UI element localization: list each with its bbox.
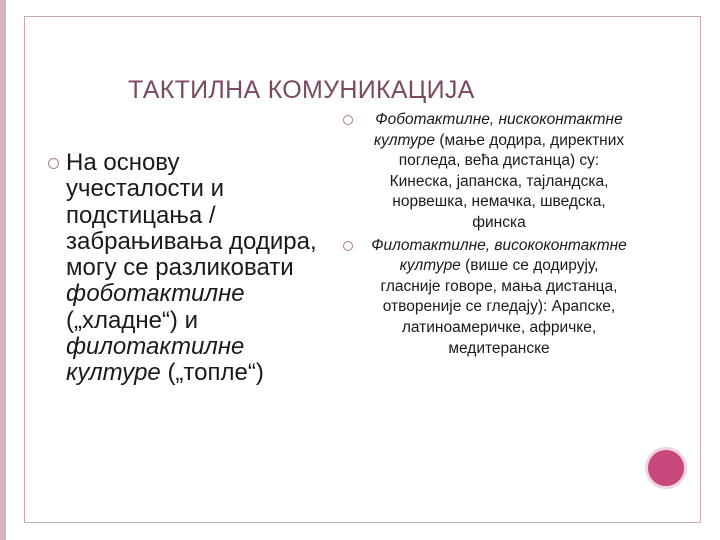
list-item bbox=[340, 110, 630, 234]
left-text-part: („хладне“) и bbox=[66, 306, 198, 334]
pink-circle-icon bbox=[645, 447, 687, 489]
right-bullet-text bbox=[368, 236, 630, 360]
left-italic-term: филотактилне културе bbox=[66, 333, 245, 387]
right-text-part: (више се додирују, гласније говоре, мања дистанца, отвореније се гледају): Арапске, латиноамеричке, афричке, медитеранске bbox=[380, 257, 618, 357]
bullet-circle-icon bbox=[343, 241, 353, 251]
right-italic-term: Фоботактилне, нискоконтактне културе bbox=[373, 111, 623, 149]
right-bullet-list bbox=[340, 110, 630, 361]
list-item bbox=[340, 236, 630, 360]
right-bullet-text bbox=[368, 110, 630, 234]
slide-frame-bottom bbox=[24, 522, 701, 523]
slide-frame-top bbox=[24, 16, 701, 17]
bullet-circle-icon bbox=[48, 158, 59, 169]
left-italic-term: фоботактилне bbox=[66, 280, 245, 308]
bullet-circle-icon bbox=[343, 115, 353, 125]
left-bullet-text bbox=[66, 150, 318, 387]
slide-title: ТАКТИЛНА КОМУНИКАЦИЈА bbox=[128, 76, 475, 104]
slide-left-bar bbox=[0, 0, 6, 540]
slide-frame-left bbox=[24, 16, 25, 522]
right-italic-term: Филотактилне, висококонтактне културе bbox=[371, 236, 627, 275]
slide-frame-right bbox=[700, 16, 701, 522]
left-bullet-list bbox=[48, 150, 318, 387]
left-text-part: На основу учесталости и подстицања / забрањивања додира, могу се разликовати bbox=[66, 149, 317, 282]
right-text-part: (мање додира, директних погледа, већа дистанца) су: Кинеска, јапанска, тајландска, норвешка, немачка, шведска, финска bbox=[389, 131, 625, 231]
left-text-part: („топле“) bbox=[167, 359, 264, 387]
